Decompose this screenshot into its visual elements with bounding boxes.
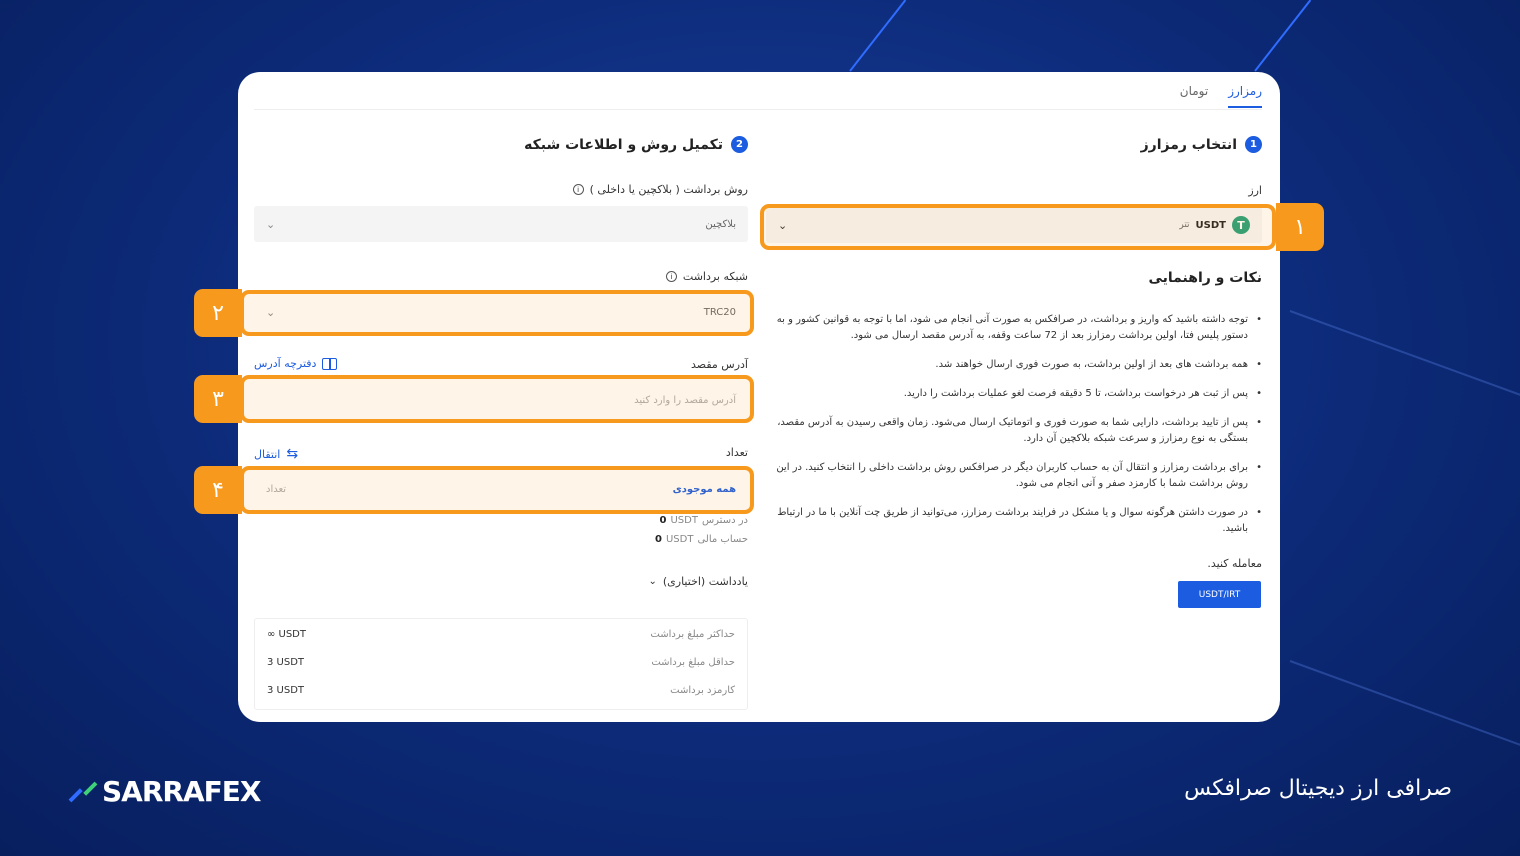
list-item: • برای برداشت رمزارز و انتقال آن به حساب کاربران دیگر در صرافکس روش برداشت داخلی را انتخاب کنید. در این روش برداشت شما با کارمزد صفر و آنی انجام می شود. xyxy=(766,460,1262,492)
badge-2: ۲ xyxy=(194,289,242,337)
badge-1: ۱ xyxy=(1276,203,1324,251)
account-row xyxy=(655,534,748,545)
brand-text: SARRAFEX xyxy=(102,775,261,808)
chevron-down-icon: ⌄ xyxy=(648,576,657,587)
arrows-icon xyxy=(68,779,98,805)
highlight-address xyxy=(240,375,754,423)
badge-3: ۳ xyxy=(194,375,242,423)
note-toggle[interactable] xyxy=(648,575,748,588)
limit-label: کارمزد برداشت xyxy=(670,685,735,696)
info-icon: i xyxy=(666,271,677,282)
book-icon xyxy=(322,358,337,370)
footer-tagline: صرافی ارز دیجیتال صرافکس xyxy=(1184,776,1452,801)
available-label: در دسترس xyxy=(701,515,748,526)
limit-label: حداکثر مبلغ برداشت xyxy=(650,629,735,640)
limits-table xyxy=(254,618,748,710)
method-value: بلاکچین xyxy=(705,218,736,230)
step-2-badge: 2 xyxy=(731,136,748,153)
address-label: آدرس مقصد xyxy=(691,358,748,371)
tips-title: نکات و راهنمایی xyxy=(1148,270,1262,286)
section2-title-text: تکمیل روش و اطلاعات شبکه xyxy=(524,136,723,153)
transfer-text: انتقال xyxy=(254,447,281,461)
address-placeholder: آدرس مقصد را وارد کنید xyxy=(634,394,736,406)
available-value: 0 xyxy=(659,515,667,526)
section2-title xyxy=(524,136,748,153)
network-label xyxy=(666,270,748,283)
list-item: • پس از ثبت هر درخواست برداشت، تا 5 دقیقه فرصت لغو عملیات برداشت را دارید. xyxy=(766,386,1262,402)
network-value: TRC20 xyxy=(703,306,736,318)
tab-toman[interactable]: تومان xyxy=(1179,84,1209,98)
available-row xyxy=(660,515,749,526)
chevron-down-icon: ⌄ xyxy=(266,217,276,231)
amount-placeholder: تعداد xyxy=(266,483,287,495)
tips-list xyxy=(766,312,1262,550)
highlight-network xyxy=(240,290,754,336)
brand-logo xyxy=(68,775,260,808)
highlight-currency xyxy=(760,204,1276,250)
tabs-divider xyxy=(254,109,1262,110)
highlight-amount xyxy=(240,466,754,514)
table-row xyxy=(267,685,735,696)
table-row xyxy=(267,657,735,668)
limit-value: 3 USDT xyxy=(267,657,305,668)
all-balance-button[interactable]: همه موجودی xyxy=(672,483,736,495)
list-item: • توجه داشته باشید که واریز و برداشت، در صرافکس به صورت آنی انجام می شود، اما با توجه به قوانین کشور و به دستور پلیس فتا، اولین برداشت رمزارز بعد از 72 ساعت وقفه، به آدرس مقصد ارسال می شود. xyxy=(766,312,1262,344)
step-1-badge: 1 xyxy=(1245,136,1262,153)
limit-value: ∞ USDT xyxy=(267,629,306,640)
section1-title xyxy=(1141,136,1262,153)
tab-crypto[interactable]: رمزارز xyxy=(1228,84,1262,108)
limit-value: 3 USDT xyxy=(267,685,305,696)
account-label: حساب مالی xyxy=(697,534,748,545)
transfer-link[interactable] xyxy=(254,446,298,462)
table-row xyxy=(267,629,735,640)
available-unit: USDT xyxy=(670,515,698,526)
method-label-text: روش برداشت ( بلاکچین یا داخلی ) xyxy=(589,183,748,196)
currency-label: ارز xyxy=(1248,184,1262,197)
list-item: • همه برداشت های بعد از اولین برداشت، به صورت فوری ارسال خواهند شد. xyxy=(766,357,1262,373)
section1-title-text: انتخاب رمزارز xyxy=(1140,136,1237,153)
amount-label: تعداد xyxy=(725,446,748,459)
trade-label: معامله کنید. xyxy=(1207,557,1262,570)
method-label xyxy=(573,183,748,196)
swap-icon: ⇆ xyxy=(286,446,299,462)
trade-usdt-irt-button[interactable]: USDT/IRT xyxy=(1178,581,1261,608)
currency-symbol: USDT xyxy=(1195,219,1226,231)
chevron-down-icon: ⌄ xyxy=(778,218,788,232)
network-label-text: شبکه برداشت xyxy=(682,270,748,283)
method-select[interactable] xyxy=(254,206,748,242)
tether-icon: T xyxy=(1232,216,1250,234)
account-unit: USDT xyxy=(665,534,694,545)
account-value: 0 xyxy=(655,534,662,545)
limit-label: حداقل مبلغ برداشت xyxy=(651,657,735,668)
chevron-down-icon: ⌄ xyxy=(266,305,276,319)
list-item: • پس از تایید برداشت، دارایی شما به صورت فوری و اتوماتیک ارسال می‌شود. زمان واقعی رسیدن به آدرس مقصد، بستگی به نوع رمزارز و سرعت شبکه بلاکچین آن دارد. xyxy=(766,415,1262,447)
list-item: • در صورت داشتن هرگونه سوال و یا مشکل در فرایند برداشت رمزارز، می‌توانید از طریق چت آنلاین با ما در ارتباط باشید. xyxy=(766,505,1262,537)
badge-4: ۴ xyxy=(194,466,242,514)
address-book-link[interactable] xyxy=(254,357,337,370)
currency-tabs xyxy=(1180,84,1262,108)
note-label: یادداشت (اختیاری) xyxy=(662,575,748,588)
info-icon: i xyxy=(573,184,584,195)
address-book-text: دفترچه آدرس xyxy=(254,357,317,370)
currency-name: تتر xyxy=(1179,220,1190,230)
